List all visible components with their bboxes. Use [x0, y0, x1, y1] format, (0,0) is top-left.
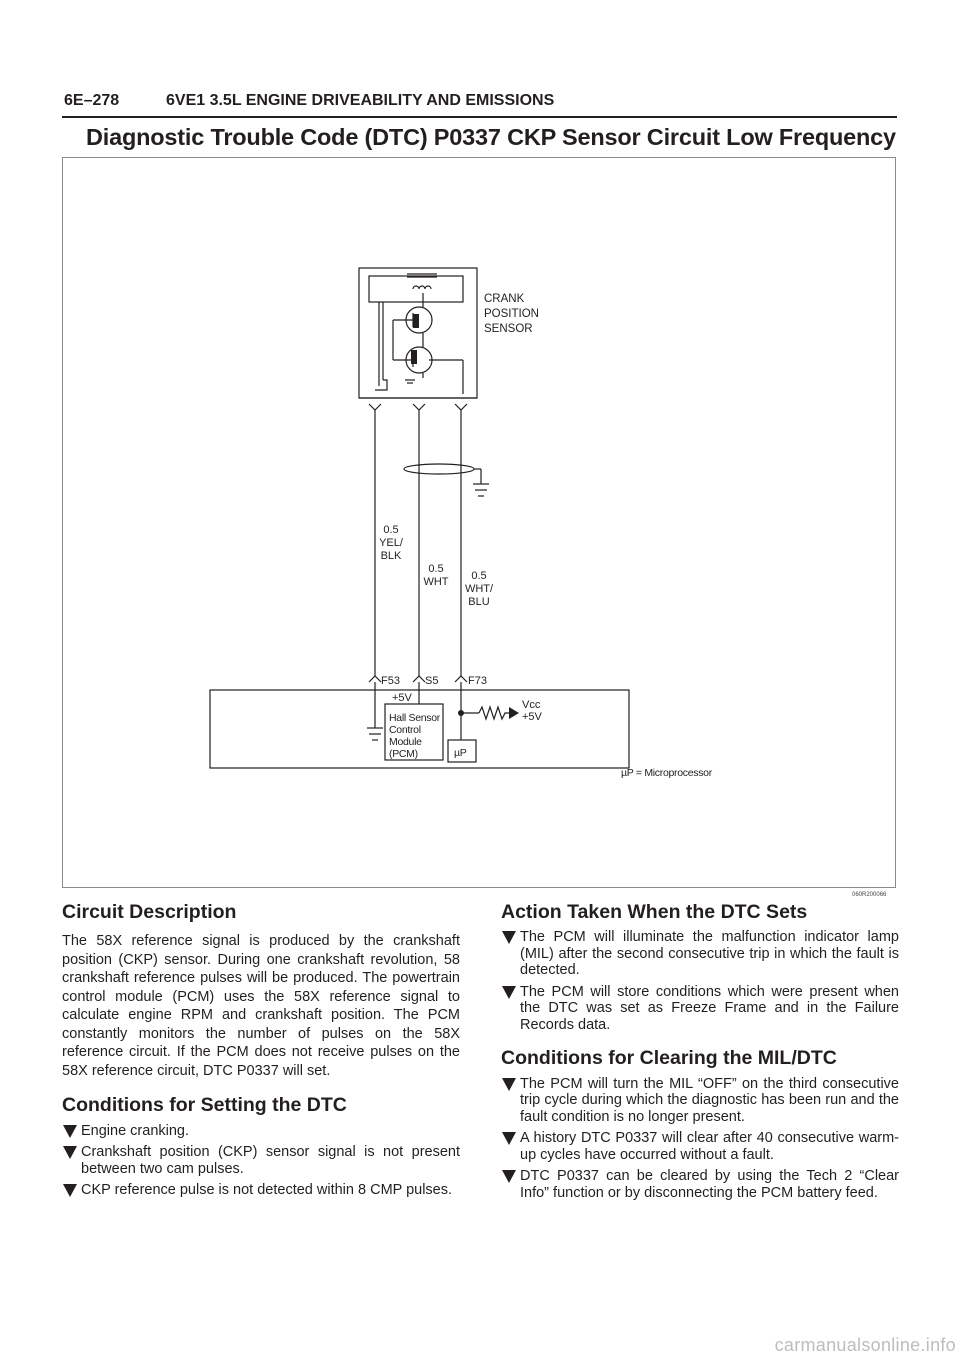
wire3-color2: BLU: [468, 596, 490, 608]
plus5v-label: +5V: [392, 692, 412, 704]
header-rule: [62, 116, 897, 118]
bullet-icon: [63, 1146, 77, 1159]
resistor-icon: [479, 707, 509, 719]
vcc-voltage: +5V: [522, 711, 542, 723]
list-item: The PCM will illuminate the malfunction indicator lamp (MIL) after the second consecutive trip in which the fault is detected.: [501, 929, 899, 979]
vcc-label: Vcc: [522, 699, 541, 711]
wire2-gauge: 0.5: [428, 563, 444, 575]
wire3-color: WHT/: [464, 583, 494, 595]
watermark: carmanualsonline.info: [774, 1335, 956, 1355]
legend-text: µP = Microprocessor: [621, 767, 712, 779]
circuit-description-heading: Circuit Description: [62, 901, 237, 923]
wire2-color: WHT: [423, 576, 449, 588]
list-item: DTC P0337 can be cleared by using the Tech 2 “Clear Info” function or by disconnecting the PCM battery feed.: [501, 1168, 899, 1201]
conditions-clearing-heading: Conditions for Clearing the MIL/DTC: [501, 1047, 837, 1070]
module-label-3: Module: [389, 736, 422, 748]
right-column: [501, 901, 899, 1206]
list-item: The PCM will store conditions which were present when the DTC was set as Freeze Frame and in the Failure Records data.: [501, 984, 899, 1034]
figure-id: 060R200066: [852, 892, 887, 898]
module-label-2: Control: [389, 724, 421, 736]
page-title: Diagnostic Trouble Code (DTC) P0337 CKP Sensor Circuit Low Frequency: [86, 124, 896, 150]
list-item: Engine cranking.: [62, 1123, 460, 1140]
wire1-gauge: 0.5: [383, 524, 399, 536]
wiring-diagram: [63, 158, 897, 889]
bullet-icon: [502, 1078, 516, 1091]
module-label-4: (PCM): [389, 748, 418, 760]
module-label-1: Hall Sensor: [389, 712, 440, 724]
sensor-label-1: CRANK: [484, 293, 525, 305]
bullet-icon: [502, 1170, 516, 1183]
left-column: [62, 901, 460, 1204]
wire1-color: YEL/: [379, 537, 403, 549]
bullet-icon: [63, 1125, 77, 1138]
section-title: 6VE1 3.5L ENGINE DRIVEABILITY AND EMISSIONS: [166, 92, 555, 109]
action-taken-heading: Action Taken When the DTC Sets: [501, 901, 808, 923]
sensor-label-2: POSITION: [484, 308, 539, 320]
bullet-icon: [502, 1132, 516, 1145]
conditions-setting-heading: Conditions for Setting the DTC: [62, 1094, 347, 1117]
pin-f53: F53: [381, 675, 400, 687]
bullet-icon: [502, 986, 516, 999]
sensor-label-3: SENSOR: [484, 323, 533, 335]
pin-s5: S5: [425, 675, 439, 687]
junction-dot: [458, 710, 464, 716]
pin-f73: F73: [468, 675, 487, 687]
up-label: µP: [454, 747, 467, 759]
wiring-diagram-frame: [62, 157, 896, 888]
list-item: A history DTC P0337 will clear after 40 consecutive warm-up cycles have occurred without a fault.: [501, 1130, 899, 1163]
list-item: The PCM will turn the MIL “OFF” on the third consecutive trip cycle during which the diagnostic has been run and the fault condition is no longer present.: [501, 1076, 899, 1126]
wire3-gauge: 0.5: [471, 570, 487, 582]
arrow-icon: [509, 707, 519, 719]
page-number: 6E–278: [64, 92, 120, 109]
wire1-color2: BLK: [380, 550, 402, 562]
list-item: CKP reference pulse is not detected within 8 CMP pulses.: [62, 1182, 460, 1199]
bullet-icon: [502, 931, 516, 944]
shield-icon: [404, 464, 474, 474]
circuit-description-text: The 58X reference signal is produced by the crankshaft position (CKP) sensor. During one crankshaft revolution, 58 crankshaft reference pulses will be produced. The powertrain control module (PCM) uses the 58X reference signal to calculate engine RPM and crankshaft position. The PCM constantly monitors the number of pulses on the 58X reference circuit. If the PCM does not receive pulses on the 58X reference circuit, DTC P0337 will set.: [62, 933, 460, 1079]
list-item: Crankshaft position (CKP) sensor signal is not present between two cam pulses.: [62, 1144, 460, 1177]
bullet-icon: [63, 1184, 77, 1197]
